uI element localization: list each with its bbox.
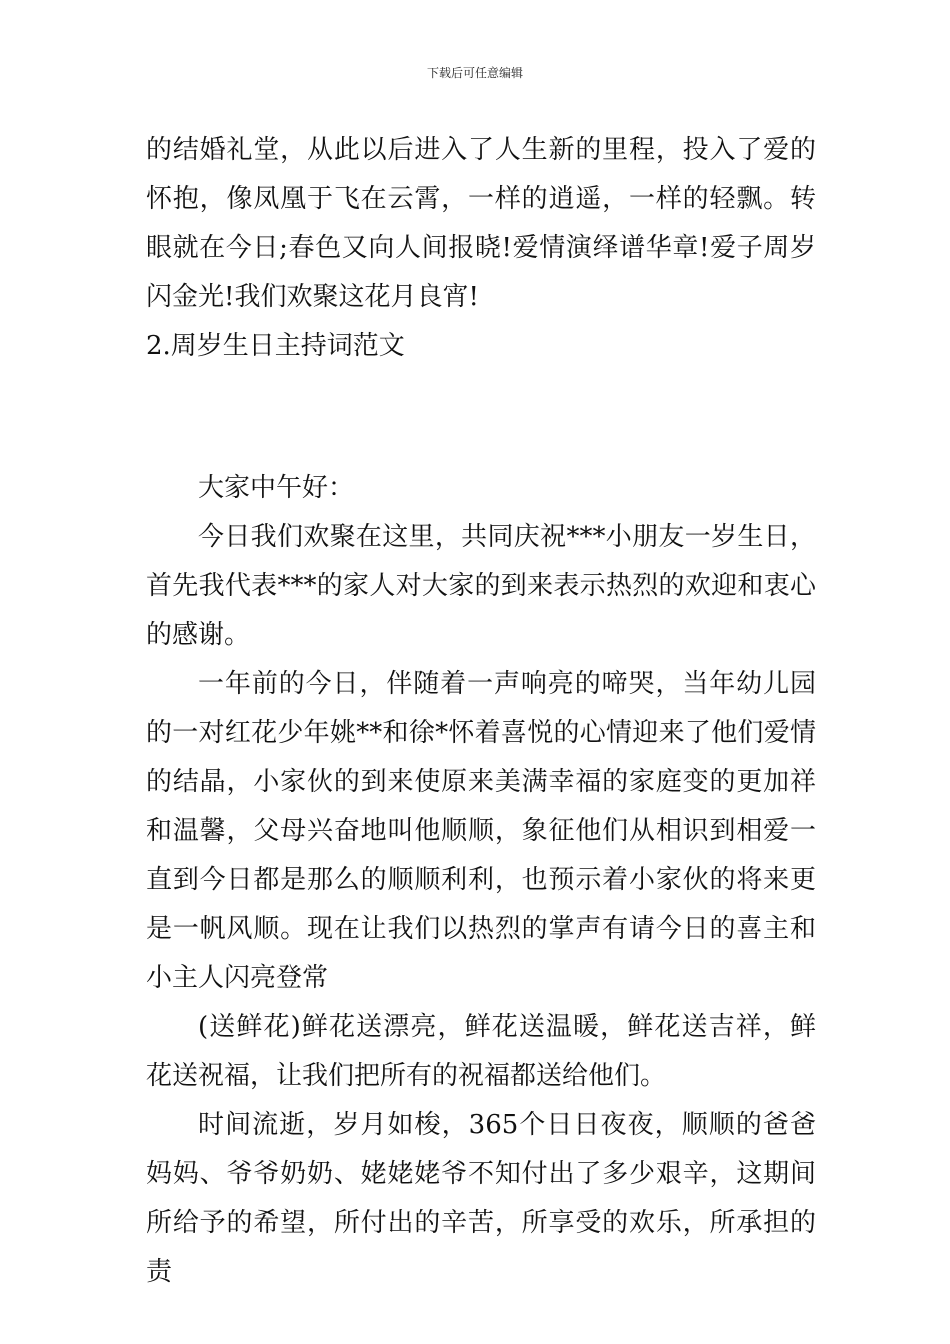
- paragraph-time-passing: 时间流逝，岁月如梭，365个日日夜夜，顺顺的爸爸妈妈、爷爷奶奶、姥姥姥爷不知付出了多少艰辛，这期间所给予的希望，所付出的辛苦，所享受的欢乐，所承担的责: [146, 1110, 816, 1287]
- paragraph-birth-story: 一年前的今日，伴随着一声响亮的啼哭，当年幼儿园的一对红花少年姚**和徐*怀着喜悦的心情迎来了他们爱情的结晶，小家伙的到来使原来美满幸福的家庭变的更加祥和温馨，父母兴奋地叫他顺顺，象征他们从相识到相爱一直到今日都是那么的顺顺利利，也预示着小家伙的将来更是一帆风顺。现在让我们以热烈的掌声有请今日的喜主和小主人闪亮登常: [146, 669, 816, 993]
- greeting-line: 大家中午好：: [198, 473, 355, 503]
- section-heading: 2.周岁生日主持词范文: [146, 331, 405, 361]
- blank-space: [146, 371, 816, 464]
- page-header: 下载后可任意编辑: [426, 66, 523, 80]
- paragraph-welcome: 今日我们欢聚在这里，共同庆祝***小朋友一岁生日，首先我代表***的家人对大家的到来表示热烈的欢迎和衷心的感谢。: [146, 522, 816, 650]
- paragraph-flowers: (送鲜花)鲜花送漂亮，鲜花送温暖，鲜花送吉祥，鲜花送祝福，让我们把所有的祝福都送给他们。: [146, 1012, 816, 1091]
- document-body: [146, 126, 816, 1297]
- paragraph-continuation: 的结婚礼堂，从此以后进入了人生新的里程，投入了爱的怀抱，像凤凰于飞在云霄，一样的逍遥，一样的轻飘。转眼就在今日;春色又向人间报晓!爱情演绎谱华章!爱子周岁闪金光!我们欢聚这花月良宵!: [146, 135, 816, 312]
